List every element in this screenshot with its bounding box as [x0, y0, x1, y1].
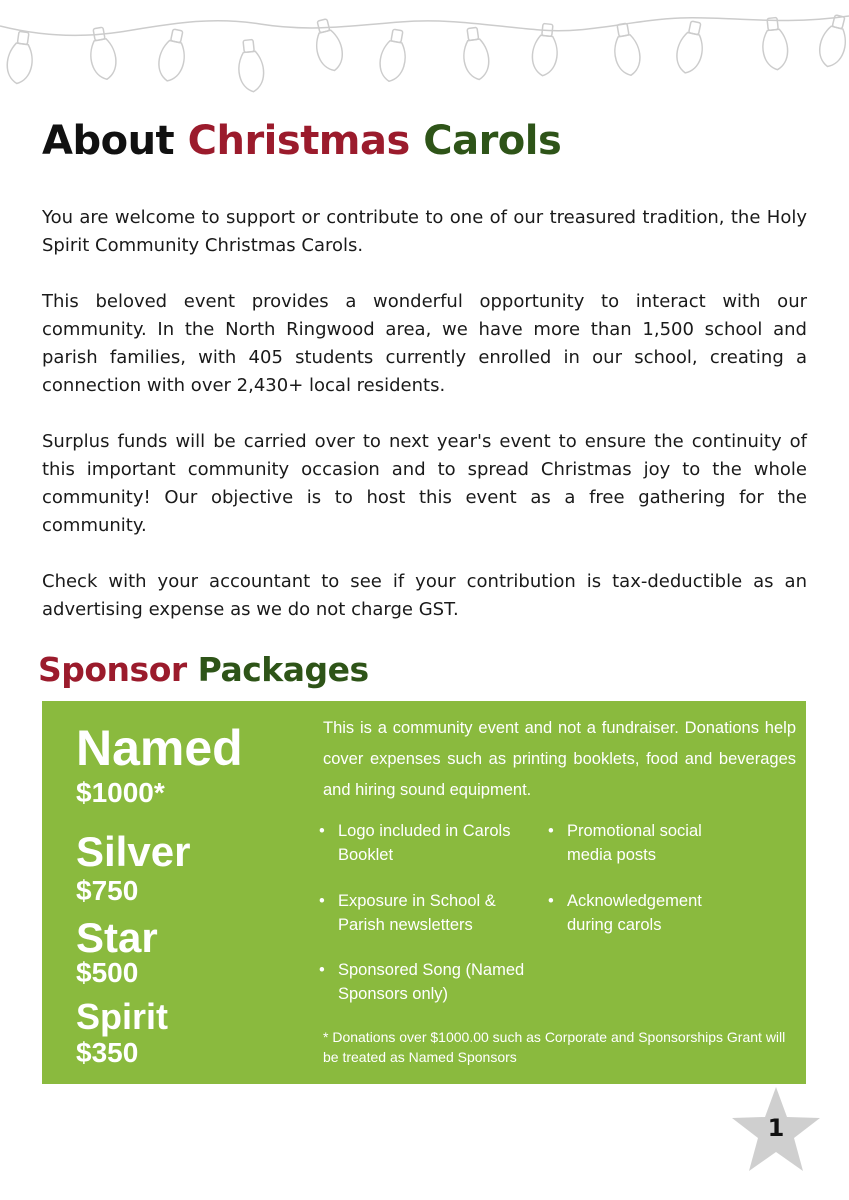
paragraph-intro: You are welcome to support or contribute to one of our treasured tradition, the Holy Spirit Community Christmas Carols. — [42, 207, 807, 256]
benefit-item: • Sponsored Song (Named Sponsors only) — [338, 958, 538, 1006]
tier-silver — [76, 828, 191, 906]
title-highlight-green: Carols — [423, 118, 562, 164]
page-number: 1 — [767, 1114, 785, 1142]
tier-price: $500 — [76, 957, 139, 988]
tier-name: Star — [76, 914, 158, 961]
tier-star — [76, 914, 158, 988]
page-title — [42, 118, 561, 164]
sponsor-heading-red: Sponsor — [38, 650, 187, 689]
paragraph-community: This beloved event provides a wonderful opportunity to interact with our community. In the North Ringwood area, we have more than 1,500 school and parish families, with 405 students currently enrolled in our school, creating a connection with over 2,430+ local residents. — [42, 291, 807, 396]
sponsor-heading-green: Packages — [197, 650, 369, 689]
tier-price: $750 — [76, 875, 139, 906]
christmas-lights-icon — [0, 0, 849, 110]
tier-spirit — [76, 996, 169, 1068]
tier-name: Silver — [76, 828, 191, 875]
tier-named — [76, 720, 243, 808]
about-body — [42, 204, 807, 652]
paragraph-surplus: Surplus funds will be carried over to next year's event to ensure the continuity of this important community occasion and to spread Christmas joy to the whole community! Our objective is to host this event as a free gathering for the community. — [42, 431, 807, 536]
tier-price: $1000* — [76, 777, 165, 808]
paragraph-tax: Check with your accountant to see if your contribution is tax-deductible as an advertising expense as we do not charge GST. — [42, 571, 807, 620]
benefit-item: • Logo included in Carols Booklet — [338, 819, 534, 867]
sponsor-heading — [38, 650, 369, 689]
tier-price: $350 — [76, 1037, 139, 1068]
benefit-item: • Exposure in School & Parish newsletters — [338, 889, 528, 937]
sponsor-footnote: * Donations over $1000.00 such as Corporate and Sponsorships Grant will be treated as Named Sponsors — [323, 1029, 786, 1065]
title-prefix: About — [42, 118, 175, 164]
sponsor-panel — [42, 701, 806, 1084]
benefit-item: • Acknowledgement during carols — [567, 889, 747, 937]
title-highlight-red: Christmas — [187, 118, 410, 164]
benefit-item: • Promotional social media posts — [567, 819, 747, 867]
tier-name: Named — [76, 720, 243, 776]
tier-name: Spirit — [76, 996, 169, 1037]
sponsor-intro: This is a community event and not a fundraiser. Donations help cover expenses such as printing booklets, food and beverages and hiring sound equipment. — [323, 719, 796, 799]
